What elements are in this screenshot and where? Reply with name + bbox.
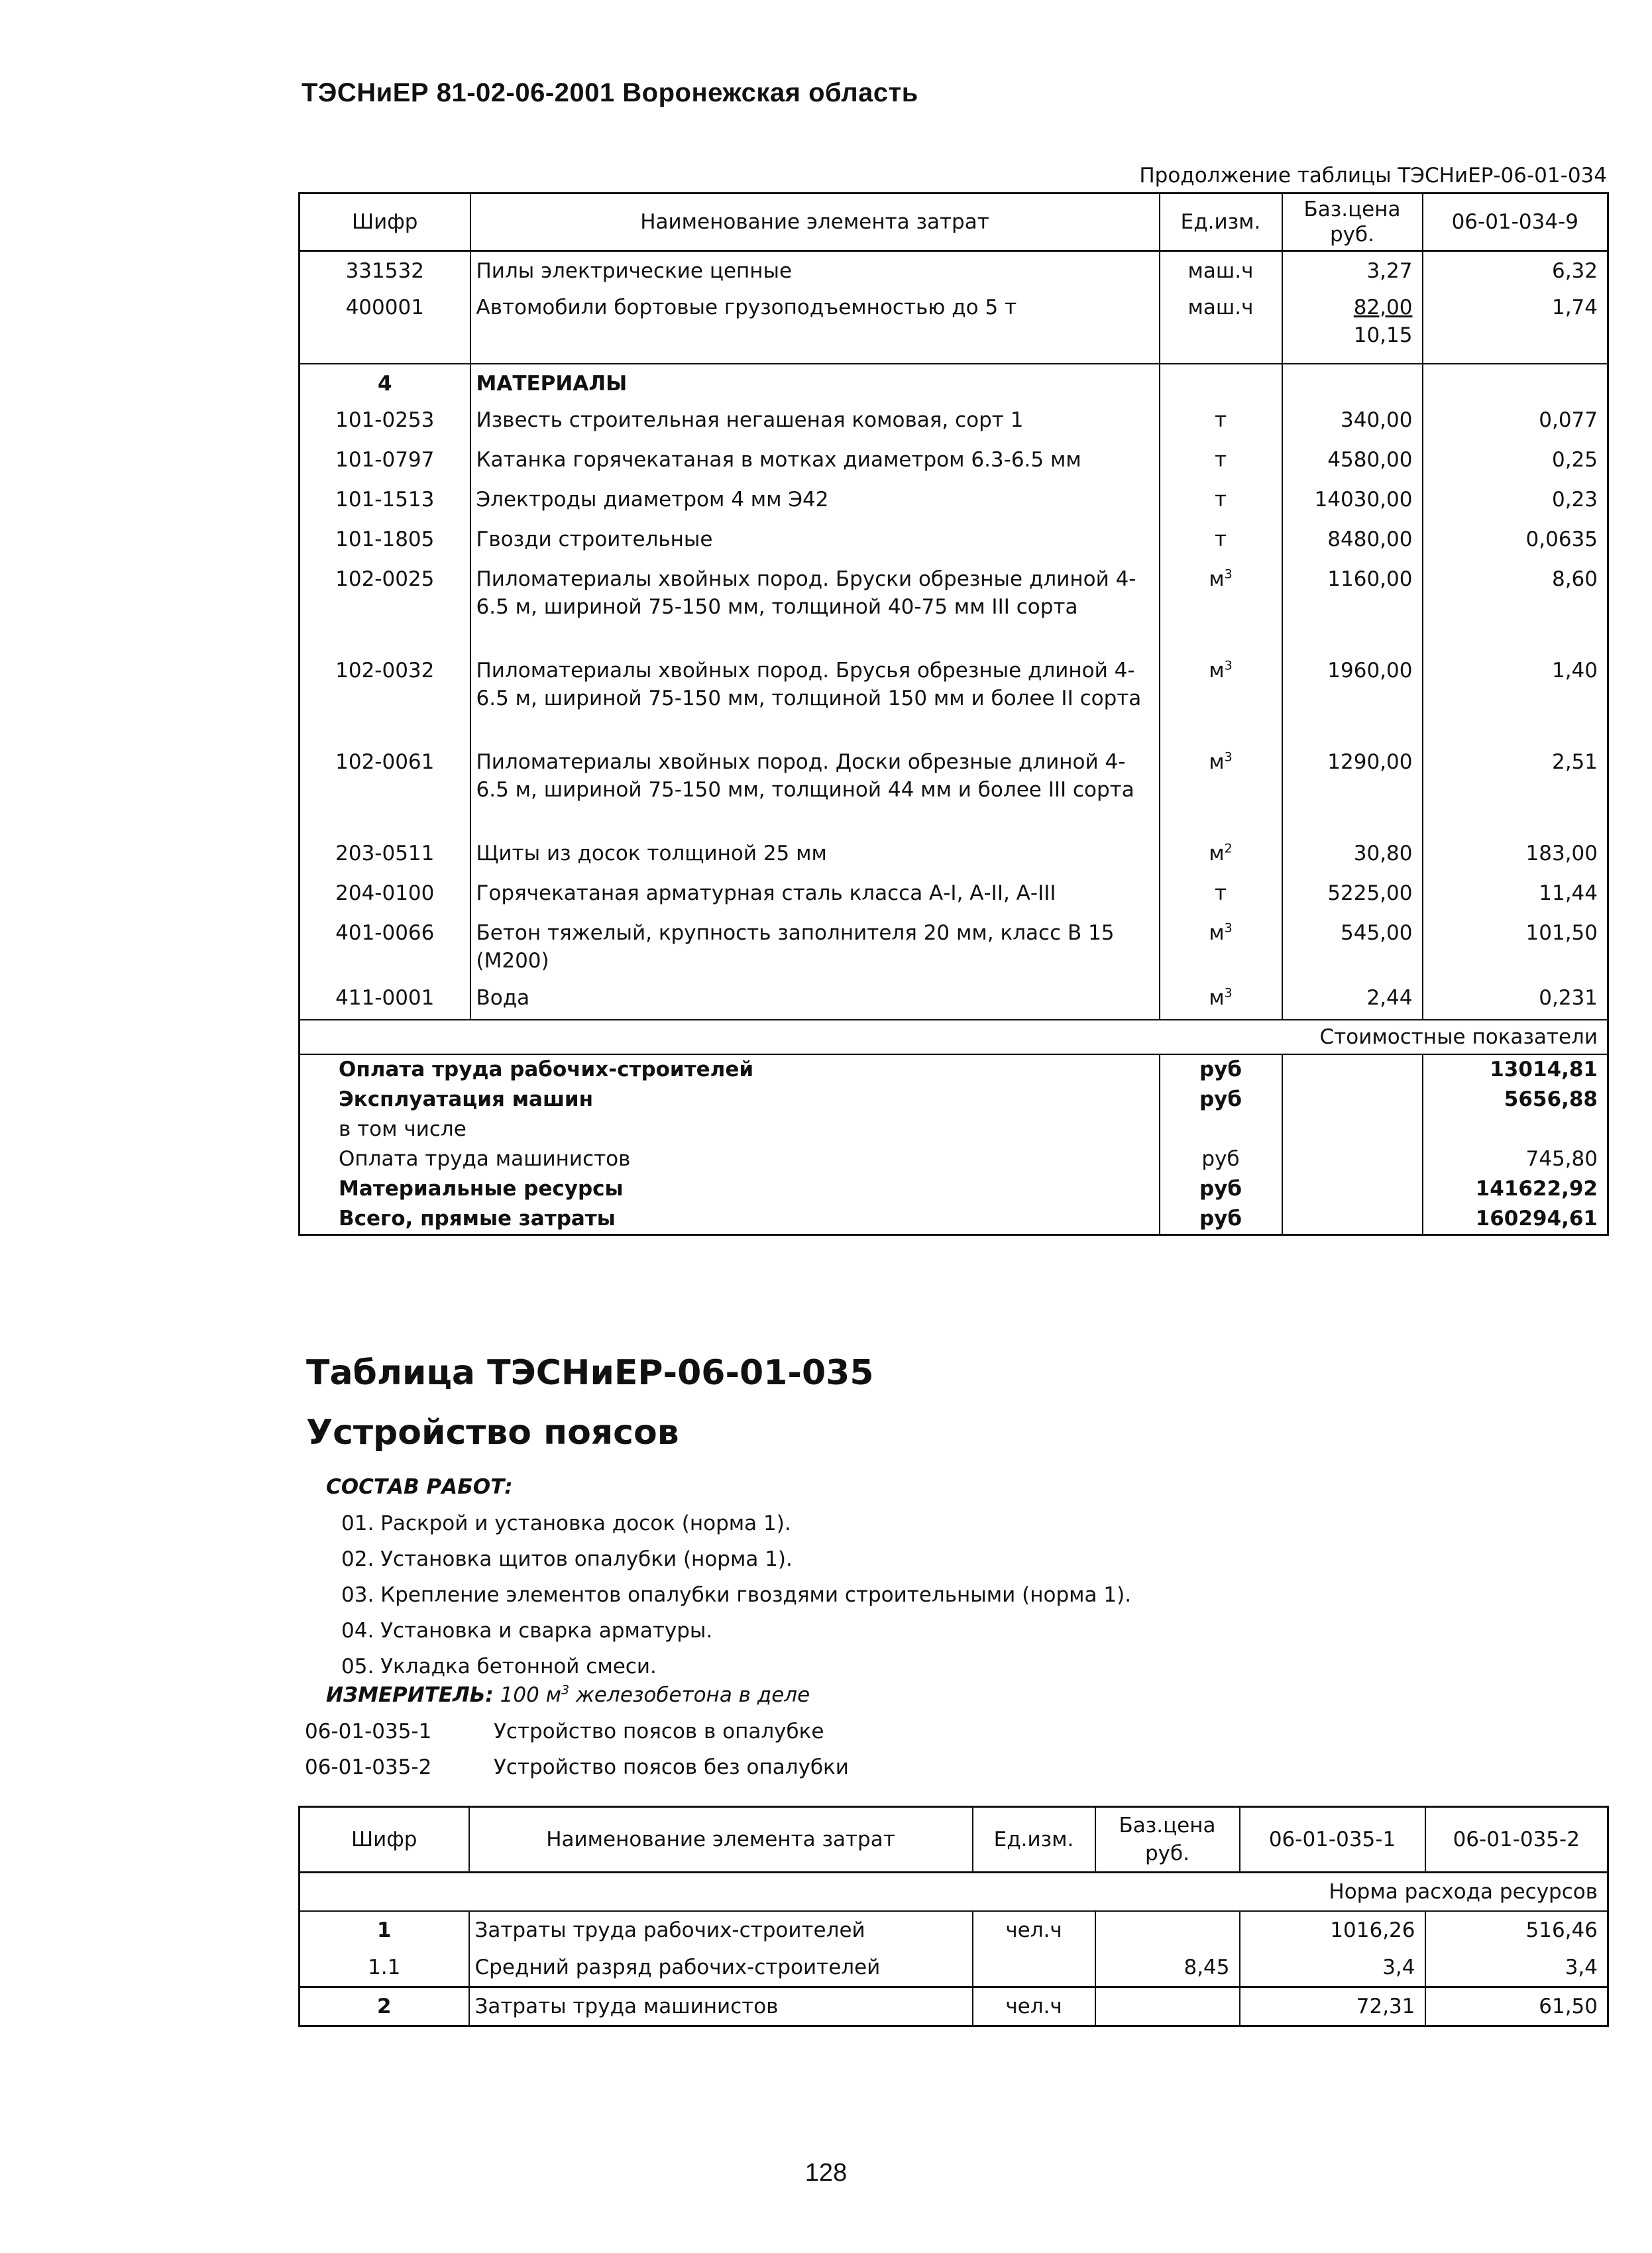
cell-name: Затраты труда машинистов <box>469 1987 973 2026</box>
cell-unit <box>1160 915 1282 980</box>
cell-code: 1 <box>376 1918 392 1942</box>
table-header-row <box>300 193 1608 251</box>
norm-code-name: Устройство поясов без опалубки <box>494 1755 849 1779</box>
unit-superscript: 3 <box>1224 920 1233 936</box>
cell-name: Пиломатериалы хвойных пород. Доски обрезные длиной 4-6.5 м, шириной 75-150 мм, толщиной 44 мм и более III сорта <box>470 744 1160 836</box>
cell-price: 5225,00 <box>1282 875 1423 915</box>
resource-table-034 <box>298 192 1609 1236</box>
total-label: Оплата труда машинистов <box>339 1146 631 1171</box>
col-header-norm-2: 06-01-035-2 <box>1425 1807 1608 1873</box>
total-label: в том числе <box>339 1117 467 1141</box>
unit-text: м <box>1209 920 1225 945</box>
total-row <box>300 1085 1608 1115</box>
work-item: 04. Установка и сварка арматуры. <box>341 1619 713 1643</box>
cell-code: 102-0032 <box>335 658 435 683</box>
cell-price: 340,00 <box>1282 402 1423 442</box>
norm-code: 06-01-035-1 <box>305 1720 432 1743</box>
measure-tail: железобетона в деле <box>576 1683 810 1707</box>
cell-code: 101-1513 <box>335 487 435 512</box>
cell-unit: чел.ч <box>973 1911 1095 1949</box>
total-row <box>300 1144 1608 1174</box>
spacer <box>1282 1204 1423 1235</box>
cell-value: 0,25 <box>1423 442 1608 482</box>
unit-text: т <box>1214 408 1227 432</box>
cell-unit <box>1160 561 1282 653</box>
col-header-norm: 06-01-034-9 <box>1423 193 1608 251</box>
spacer <box>1282 1085 1423 1115</box>
price-second: 10,15 <box>1353 323 1413 347</box>
total-value: 13014,81 <box>1423 1054 1608 1085</box>
cell-price: 2,44 <box>1282 980 1423 1020</box>
unit-superscript: 3 <box>1224 985 1233 1001</box>
section-number: 4 <box>300 364 470 402</box>
cell-name: Бетон тяжелый, крупность заполнителя 20 мм, класс В 15 (М200) <box>470 915 1160 980</box>
cell-price: 4580,00 <box>1282 442 1423 482</box>
col-header-unit: Ед.изм. <box>973 1807 1095 1873</box>
cell-price: 1160,00 <box>1282 561 1423 653</box>
total-value: 745,80 <box>1423 1144 1608 1174</box>
cell-code: 101-0797 <box>335 447 435 472</box>
table-row <box>300 980 1608 1020</box>
measure-sup: 3 <box>561 1682 570 1698</box>
col-header-norm-1: 06-01-035-1 <box>1240 1807 1425 1873</box>
table-row <box>300 294 1608 364</box>
cell-name: Средний разряд рабочих-строителей <box>469 1949 973 1987</box>
norm-code-item <box>305 1714 849 1749</box>
cell-price: 14030,00 <box>1282 482 1423 522</box>
work-item: 03. Крепление элементов опалубки гвоздями строительными (норма 1). <box>341 1583 1132 1607</box>
cell-price <box>1095 1911 1240 1949</box>
unit-superscript: 3 <box>1224 749 1233 765</box>
cell-name: Щиты из досок толщиной 25 мм <box>470 836 1160 875</box>
cell-code: 2 <box>376 1995 392 2018</box>
table-row <box>300 442 1608 482</box>
cell-name: Электроды диаметром 4 мм Э42 <box>470 482 1160 522</box>
cell-name: Горячекатаная арматурная сталь класса А-I, А-II, А-III <box>470 875 1160 915</box>
cost-header: Стоимостные показатели <box>1282 1020 1608 1054</box>
materials-list <box>300 402 1608 1020</box>
total-label: Материальные ресурсы <box>339 1176 624 1201</box>
cell-value: 1,40 <box>1423 653 1608 744</box>
measure-label: ИЗМЕРИТЕЛЬ: <box>326 1683 494 1707</box>
cell-name: Катанка горячекатаная в мотках диаметром 6.3-6.5 мм <box>470 442 1160 482</box>
col-header-price: Баз.цена руб. <box>1095 1807 1240 1873</box>
norm-header: Норма расхода ресурсов <box>1329 1880 1598 1904</box>
cell-unit <box>1160 522 1282 561</box>
cell-value: 0,077 <box>1423 402 1608 442</box>
cell-value: 0,23 <box>1423 482 1608 522</box>
cell-value: 0,231 <box>1423 980 1608 1020</box>
cell-unit <box>1160 482 1282 522</box>
unit-text: т <box>1214 881 1227 905</box>
table-row <box>300 482 1608 522</box>
table-row <box>300 522 1608 561</box>
cell-code: 1.1 <box>368 1955 401 1979</box>
unit-text: м <box>1209 841 1225 865</box>
cell-value: 0,0635 <box>1423 522 1608 561</box>
unit-text: т <box>1214 447 1227 472</box>
cell-price: 1290,00 <box>1282 744 1423 836</box>
total-label: Оплата труда рабочих-строителей <box>339 1057 754 1081</box>
cell-name: Известь строительная негашеная комовая, сорт 1 <box>470 402 1160 442</box>
col-header-code: Шифр <box>300 1807 469 1873</box>
unit-text: м <box>1209 658 1225 683</box>
cell-name: Пиломатериалы хвойных пород. Бруски обрезные длиной 4-6.5 м, шириной 75-150 мм, толщиной 40-75 мм III сорта <box>470 561 1160 653</box>
cell-name: Гвозди строительные <box>470 522 1160 561</box>
cell-code: 400001 <box>345 295 424 319</box>
section-title: МАТЕРИАЛЫ <box>470 364 1160 402</box>
table-row <box>300 836 1608 875</box>
cell-name: Пилы электрические цепные <box>470 251 1160 294</box>
table-continuation-caption: Продолжение таблицы ТЭСНиЕР-06-01-034 <box>1139 164 1607 188</box>
document-header: ТЭСНиЕР 81-02-06-2001 Воронежская область <box>302 78 918 107</box>
cell-name: Вода <box>470 980 1160 1020</box>
cell-value-1: 1016,26 <box>1240 1911 1425 1949</box>
norm-header-row <box>300 1873 1608 1912</box>
total-value: 5656,88 <box>1423 1085 1608 1115</box>
table-row <box>300 915 1608 980</box>
total-label: Всего, прямые затраты <box>339 1206 616 1231</box>
cell-value-2: 3,4 <box>1425 1949 1608 1987</box>
total-value: 141622,92 <box>1423 1174 1608 1204</box>
cell-code: 401-0066 <box>335 920 435 945</box>
table-row <box>300 1987 1608 2026</box>
cell-unit <box>1160 875 1282 915</box>
cell-price: 30,80 <box>1282 836 1423 875</box>
cell-unit <box>1160 653 1282 744</box>
total-row <box>300 1174 1608 1204</box>
cell-price: 8,45 <box>1095 1949 1240 1987</box>
cell-price <box>1095 1987 1240 2026</box>
cell-value: 183,00 <box>1423 836 1608 875</box>
table-row <box>300 402 1608 442</box>
cell-value: 11,44 <box>1423 875 1608 915</box>
col-header-name: Наименование элемента затрат <box>470 193 1160 251</box>
cell-unit <box>1160 980 1282 1020</box>
total-unit: руб <box>1160 1085 1282 1115</box>
cell-code: 102-0061 <box>335 749 435 774</box>
spacer <box>1282 1054 1423 1085</box>
cell-value: 2,51 <box>1423 744 1608 836</box>
col-header-code: Шифр <box>300 193 470 251</box>
page-number: 128 <box>804 2159 848 2187</box>
measure-line <box>326 1683 810 1707</box>
cell-value-1: 3,4 <box>1240 1949 1425 1987</box>
table-row <box>300 561 1608 653</box>
cell-value-2: 61,50 <box>1425 1987 1608 2026</box>
total-label: Эксплуатация машин <box>339 1087 594 1111</box>
spacer <box>1282 1115 1423 1144</box>
cell-code: 101-1805 <box>335 527 435 551</box>
table2-rows <box>300 1911 1608 2026</box>
table-row <box>300 744 1608 836</box>
works-list <box>341 1506 1131 1684</box>
cell-price: 8480,00 <box>1282 522 1423 561</box>
cell-code: 411-0001 <box>335 985 435 1010</box>
cell-unit: чел.ч <box>973 1987 1095 2026</box>
table-row <box>300 1911 1608 1949</box>
cell-unit <box>1160 836 1282 875</box>
table-header-row <box>300 1807 1608 1873</box>
spacer <box>1282 1144 1423 1174</box>
cell-value: 6,32 <box>1423 251 1608 294</box>
table-title: Таблица ТЭСНиЕР-06-01-035 <box>306 1353 874 1393</box>
total-unit: руб <box>1160 1204 1282 1235</box>
price-underlined: 82,00 <box>1353 295 1413 319</box>
unit-text: м <box>1209 985 1225 1010</box>
unit-superscript: 2 <box>1224 841 1233 856</box>
cell-code: 101-0253 <box>335 408 435 432</box>
cell-value: 101,50 <box>1423 915 1608 980</box>
total-unit: руб <box>1160 1054 1282 1085</box>
resource-table-035 <box>298 1806 1609 2027</box>
col-header-unit: Ед.изм. <box>1160 193 1282 251</box>
work-item: 05. Укладка бетонной смеси. <box>341 1655 657 1678</box>
cell-price: 545,00 <box>1282 915 1423 980</box>
cell-value: 8,60 <box>1423 561 1608 653</box>
norm-code-item <box>305 1749 849 1785</box>
norm-codes-list <box>305 1714 849 1785</box>
norm-code-name: Устройство поясов в опалубке <box>494 1720 824 1743</box>
table-row <box>300 1949 1608 1987</box>
cell-name: Автомобили бортовые грузоподъемностью до 5 т <box>470 294 1160 364</box>
unit-superscript: 3 <box>1224 567 1233 582</box>
unit-text: м <box>1209 749 1225 774</box>
cell-price <box>1282 294 1423 364</box>
cell-value-1: 72,31 <box>1240 1987 1425 2026</box>
total-row <box>300 1054 1608 1085</box>
section-row <box>300 364 1608 402</box>
col-header-price: Баз.цена руб. <box>1282 193 1423 251</box>
work-item: 01. Раскрой и установка досок (норма 1). <box>341 1511 791 1535</box>
measure-value: 100 м <box>500 1683 562 1707</box>
unit-text: т <box>1214 487 1227 512</box>
unit-text: т <box>1214 527 1227 551</box>
unit-superscript: 3 <box>1224 658 1233 673</box>
table-row <box>300 653 1608 744</box>
col-header-name: Наименование элемента затрат <box>469 1807 973 1873</box>
cell-code: 203-0511 <box>335 841 435 865</box>
cell-price: 3,27 <box>1282 251 1423 294</box>
work-item: 02. Установка щитов опалубки (норма 1). <box>341 1547 793 1571</box>
table-row <box>300 875 1608 915</box>
spacer <box>1282 1174 1423 1204</box>
cell-code: 204-0100 <box>335 881 435 905</box>
cell-code: 331532 <box>345 259 424 283</box>
cell-code: 102-0025 <box>335 567 435 591</box>
table-subtitle: Устройство поясов <box>306 1413 679 1453</box>
norm-code: 06-01-035-2 <box>305 1755 432 1779</box>
cell-unit <box>1160 744 1282 836</box>
cell-value: 1,74 <box>1423 294 1608 364</box>
cell-unit <box>973 1949 1095 1987</box>
unit-text: м <box>1209 567 1225 591</box>
total-unit: руб <box>1160 1174 1282 1204</box>
cell-unit: маш.ч <box>1160 251 1282 294</box>
total-unit: руб <box>1160 1144 1282 1174</box>
cell-price: 1960,00 <box>1282 653 1423 744</box>
cell-name: Пиломатериалы хвойных пород. Брусья обрезные длиной 4-6.5 м, шириной 75-150 мм, толщиной 150 мм и более II сорта <box>470 653 1160 744</box>
table-row <box>300 251 1608 294</box>
total-row <box>300 1115 1608 1144</box>
totals-list <box>300 1054 1608 1235</box>
cost-header-row <box>300 1020 1608 1054</box>
cell-unit: маш.ч <box>1160 294 1282 364</box>
cell-value-2: 516,46 <box>1425 1911 1608 1949</box>
total-unit <box>1160 1115 1282 1144</box>
cell-name: Затраты труда рабочих-строителей <box>469 1911 973 1949</box>
cell-unit <box>1160 442 1282 482</box>
total-value <box>1423 1115 1608 1144</box>
cell-unit <box>1160 402 1282 442</box>
total-row <box>300 1204 1608 1235</box>
works-label: СОСТАВ РАБОТ: <box>326 1475 513 1499</box>
total-value: 160294,61 <box>1423 1204 1608 1235</box>
